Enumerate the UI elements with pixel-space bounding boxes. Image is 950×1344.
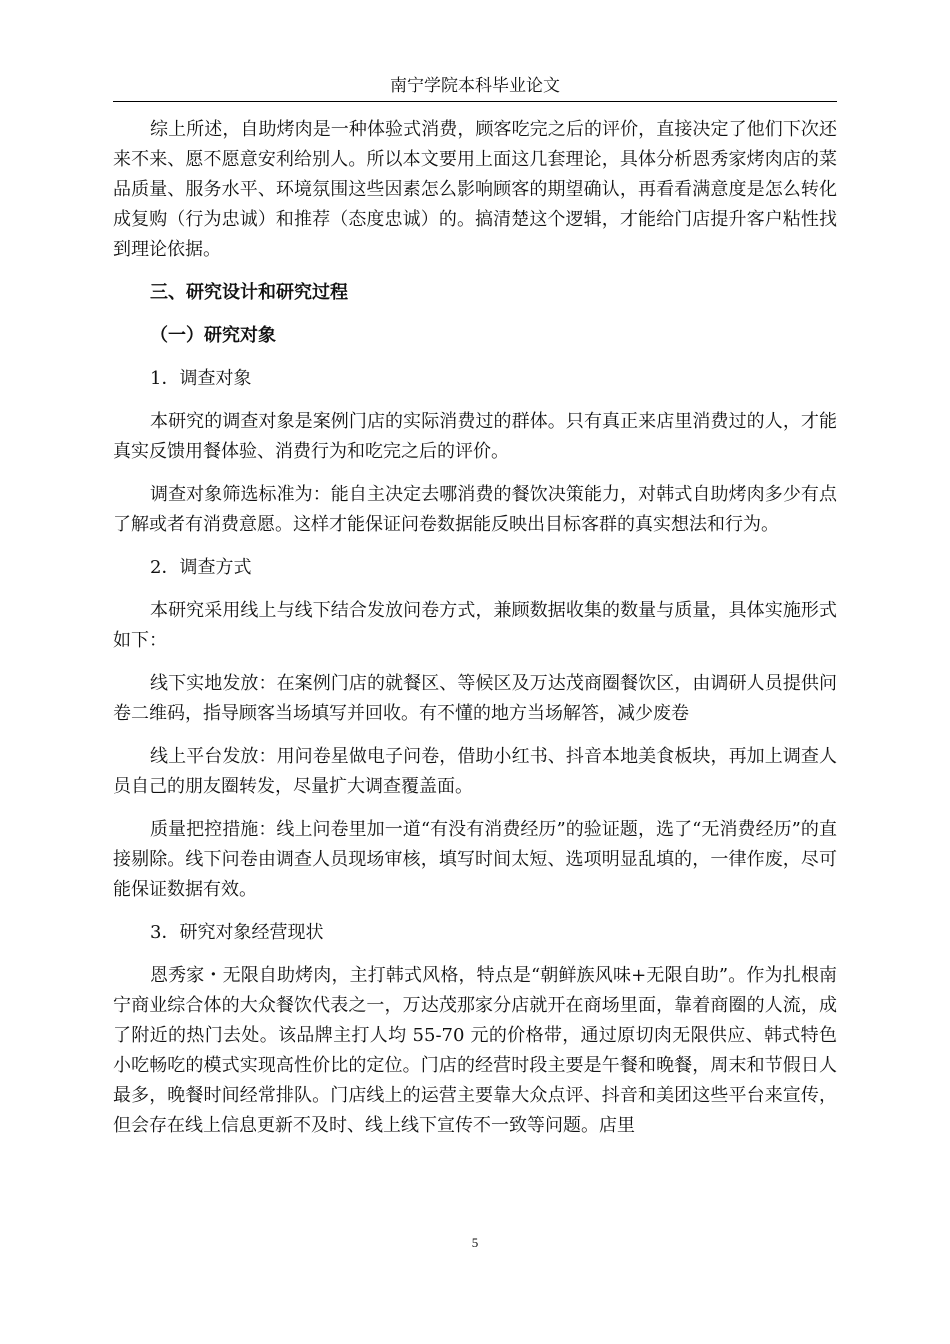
paragraph-online-distribution: 线上平台发放：用问卷星做电子问卷，借助小红书、抖音本地美食板块，再加上调查人员自己的朋友圈转发，尽量扩大调查覆盖面。 [113, 746, 837, 797]
page-number: 5 [471, 1235, 479, 1250]
paragraph-offline-distribution: 线下实地发放：在案例门店的就餐区、等候区及万达茂商圈餐饮区，由调研人员提供问卷二维码，指导顾客当场填写并回收。有不懂的地方当场解答，减少废卷 [113, 673, 837, 724]
paragraph-screening-criteria: 调查对象筛选标准为：能自主决定去哪消费的餐饮决策能力，对韩式自助烤肉多少有点了解或者有消费意愿。这样才能保证问卷数据能反映出目标客群的真实想法和行为。 [113, 484, 837, 535]
page-body [113, 115, 837, 1154]
paragraph-survey-object: 本研究的调查对象是案例门店的实际消费过的群体。只有真正来店里消费过的人，才能真实反馈用餐体验、消费行为和吃完之后的评价。 [113, 411, 837, 462]
header-divider [113, 101, 837, 102]
item-heading-survey-object: 1．调查对象 [150, 368, 252, 389]
paragraph-quality-control: 质量把控措施：线上问卷里加一道“有没有消费经历”的验证题，选了“无消费经历”的直接剔除。线下问卷由调查人员现场审核，填写时间太短、选项明显乱填的，一律作废，尽可能保证数据有效。 [113, 819, 837, 900]
item-heading-survey-method: 2．调查方式 [150, 557, 252, 578]
paragraph-summary: 综上所述，自助烤肉是一种体验式消费，顾客吃完之后的评价，直接决定了他们下次还来不来、愿不愿意安利给别人。所以本文要用上面这几套理论，具体分析恩秀家烤肉店的菜品质量、服务水平、环境氛围这些因素怎么影响顾客的期望确认，再看看满意度是怎么转化成复购（行为忠诚）和推荐（态度忠诚）的。搞清楚这个逻辑，才能给门店提升客户粘性找到理论依据。 [113, 119, 837, 260]
subsection-heading-research-object: （一）研究对象 [150, 325, 276, 346]
item-heading-business-status: 3．研究对象经营现状 [150, 922, 324, 943]
page-header-title: 南宁学院本科毕业论文 [390, 76, 560, 96]
paragraph-survey-method: 本研究采用线上与线下结合发放问卷方式，兼顾数据收集的数量与质量，具体实施形式如下： [113, 600, 837, 651]
paragraph-business-status: 恩秀家・无限自助烤肉，主打韩式风格，特点是“朝鲜族风味+无限自助”。作为扎根南宁商业综合体的大众餐饮代表之一，万达茂那家分店就开在商场里面，靠着商圈的人流，成了附近的热门去处。该品牌主打人均 55-70 元的价格带，通过原切肉无限供应、韩式特色小吃畅吃的模式实现高性价比的定位。门店的经营时段主要是午餐和晚餐，周末和节假日人最多，晚餐时间经常排队。门店线上的运营主要靠大众点评、抖音和美团这些平台来宣传，但会存在线上信息更新不及时、线上线下宣传不一致等问题。店里 [113, 965, 837, 1136]
section-heading-research-design: 三、研究设计和研究过程 [150, 282, 348, 303]
